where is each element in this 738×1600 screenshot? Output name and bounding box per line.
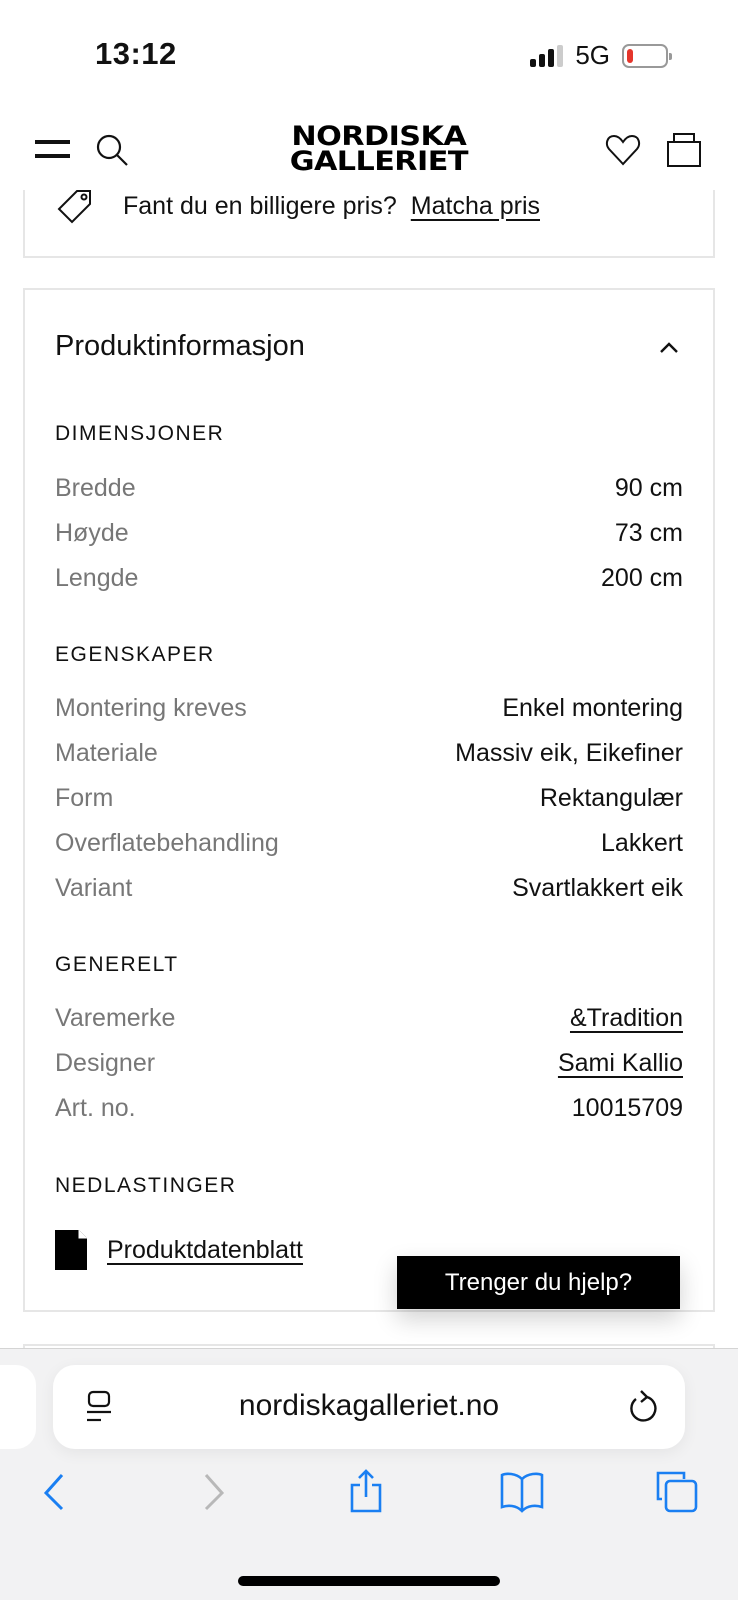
- spec-row: [55, 474, 683, 503]
- price-tag-icon: [57, 188, 93, 224]
- bookmarks-icon[interactable]: [500, 1469, 544, 1513]
- url-text[interactable]: nordiskagalleriet.no: [238, 1389, 500, 1422]
- home-indicator: [238, 1576, 500, 1586]
- spec-label: Variant: [55, 874, 133, 902]
- brand-link[interactable]: &Tradition: [569, 1004, 683, 1032]
- back-icon[interactable]: [34, 1469, 78, 1513]
- bag-icon[interactable]: [666, 132, 702, 168]
- product-info-accordion: [23, 288, 715, 1312]
- spec-row: [55, 694, 683, 723]
- accordion-title[interactable]: Produktinformasjon: [55, 330, 305, 362]
- logo-line-1: NORDISKA: [291, 121, 467, 152]
- share-icon[interactable]: [346, 1469, 390, 1513]
- spec-row: [55, 739, 683, 768]
- spec-label: Bredde: [55, 474, 136, 502]
- spec-label: Materiale: [55, 739, 158, 767]
- download-item[interactable]: [55, 1230, 303, 1270]
- section-heading-downloads: NEDLASTINGER: [55, 1174, 237, 1197]
- search-icon[interactable]: [94, 132, 130, 168]
- spec-row: [55, 564, 683, 593]
- network-type: 5G: [575, 40, 610, 70]
- spec-row: [55, 784, 683, 813]
- price-match-question: Fant du en billigere pris?: [123, 191, 397, 220]
- spec-row: [55, 1004, 683, 1033]
- spec-row: [55, 1049, 683, 1078]
- reload-icon[interactable]: [627, 1389, 659, 1425]
- browser-toolbar: [0, 1348, 738, 1600]
- section-heading-properties: EGENSKAPER: [55, 643, 215, 666]
- address-bar[interactable]: [53, 1365, 685, 1449]
- spec-value: Massiv eik, Eikefiner: [455, 739, 683, 767]
- spec-row: [55, 519, 683, 548]
- price-match-link[interactable]: Matcha pris: [410, 191, 540, 220]
- spec-value: Lakkert: [601, 829, 683, 857]
- spec-label: Lengde: [55, 564, 139, 592]
- download-link[interactable]: Produktdatenblatt: [107, 1235, 303, 1264]
- status-indicators: [530, 40, 668, 71]
- tabs-icon[interactable]: [656, 1469, 700, 1513]
- spec-row: [55, 1094, 683, 1123]
- spec-label: Montering kreves: [55, 694, 247, 722]
- section-heading-general: GENERELT: [55, 953, 179, 976]
- spec-label: Overflatebehandling: [55, 829, 279, 857]
- signal-icon: [530, 45, 563, 67]
- logo-line-2: GALLERIET: [289, 146, 468, 177]
- forward-icon[interactable]: [190, 1469, 234, 1513]
- battery-icon: [622, 44, 668, 68]
- spec-value: Enkel montering: [502, 694, 683, 722]
- status-bar: [0, 0, 738, 110]
- site-header: [0, 110, 738, 190]
- designer-link[interactable]: Sami Kallio: [557, 1049, 683, 1077]
- previous-tab-pill[interactable]: [0, 1365, 36, 1449]
- spec-label: Høyde: [55, 519, 129, 547]
- status-time: 13:12: [95, 36, 177, 71]
- price-match-row: [57, 188, 540, 224]
- spec-row: [55, 829, 683, 858]
- menu-icon[interactable]: [35, 140, 70, 160]
- document-icon: [55, 1230, 87, 1270]
- spec-value: Svartlakkert eik: [512, 874, 683, 902]
- section-heading-dimensions: DIMENSJONER: [55, 422, 225, 445]
- spec-label: Form: [55, 784, 114, 812]
- spec-value: Rektangulær: [539, 784, 683, 812]
- spec-value: 90 cm: [614, 474, 683, 502]
- chevron-up-icon[interactable]: [659, 340, 679, 354]
- spec-label: Designer: [55, 1049, 156, 1077]
- spec-row: [55, 874, 683, 903]
- spec-label: Art. no.: [55, 1094, 136, 1122]
- spec-value: 200 cm: [601, 564, 683, 592]
- spec-label: Varemerke: [55, 1004, 176, 1032]
- heart-icon[interactable]: [605, 132, 641, 168]
- spec-value: 10015709: [571, 1094, 683, 1122]
- brand-logo[interactable]: [250, 121, 508, 177]
- help-button[interactable]: Trenger du hjelp?: [397, 1256, 680, 1309]
- spec-value: 73 cm: [614, 519, 683, 547]
